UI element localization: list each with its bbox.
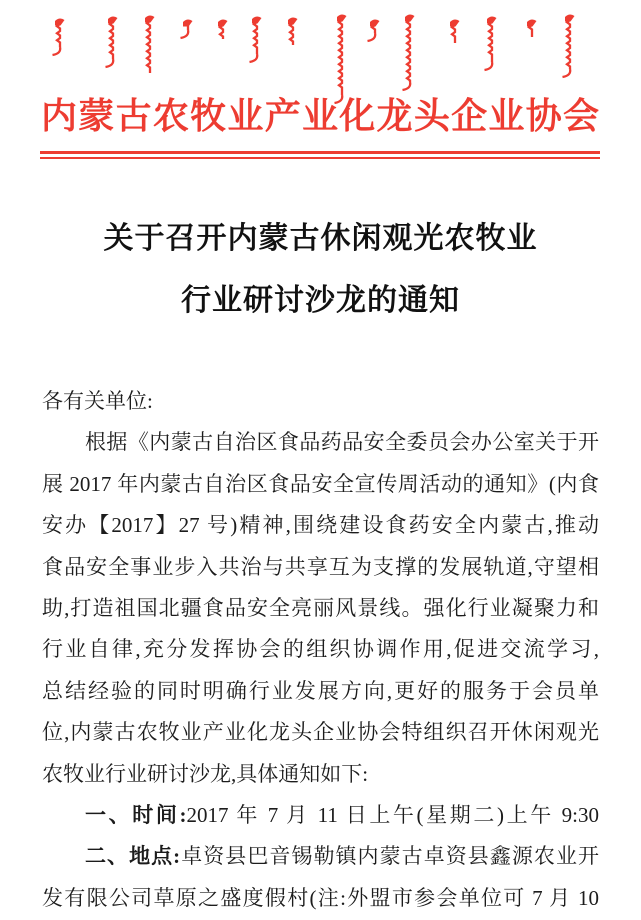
body-line: 农牧业行业研讨沙龙,具体通知如下:: [42, 761, 369, 786]
salutation: 各有关单位:: [42, 389, 153, 413]
item-location-continuation: 发有限公司草原之盛度假村(注:外盟市参会单位可 7 月 10: [42, 885, 599, 910]
org-name: 内蒙古农牧业产业化龙头企业协会: [41, 96, 599, 136]
document-title: [0, 223, 641, 317]
double-rule: [40, 151, 600, 159]
body-line: 助,打造祖国北疆食品安全亮丽风景线。强化行业凝聚力和: [42, 596, 599, 621]
item-time-value: 2017 年 7 月 11 日上午(星期二)上午 9:30: [186, 803, 600, 828]
item-location: [42, 836, 599, 877]
item-location-label: 二、地点:: [85, 844, 181, 869]
body-line: 根据《内蒙古自治区食品药品安全委员会办公室关于开: [85, 430, 599, 455]
mongolian-script-banner: [0, 0, 641, 104]
body-line: 展 2017 年内蒙古自治区食品安全宣传周活动的通知》(内食: [42, 471, 599, 496]
body-line: 安办【2017】27 号)精神,围绕建设食药安全内蒙古,推动: [42, 513, 599, 538]
body-line: 食品安全事业步入共治与共享互为支撑的发展轨道,守望相: [42, 554, 599, 579]
item-location-value: 卓资县巴音锡勒镇内蒙古卓资县鑫源农业开: [180, 844, 599, 869]
item-time: [42, 795, 599, 836]
item-time-label: 一、时间:: [85, 803, 187, 828]
title-line-1: 关于召开内蒙古休闲观光农牧业: [103, 222, 538, 255]
body-line: 行业自律,充分发挥协会的组织协调作用,促进交流学习,: [42, 637, 599, 662]
title-line-2: 行业研讨沙龙的通知: [181, 284, 460, 317]
document-body: [42, 381, 599, 919]
body-line: 总结经验的同时明确行业发展方向,更好的服务于会员单: [42, 678, 599, 703]
body-line: 位,内蒙古农牧业产业化龙头企业协会特组织召开休闲观光: [42, 720, 599, 745]
